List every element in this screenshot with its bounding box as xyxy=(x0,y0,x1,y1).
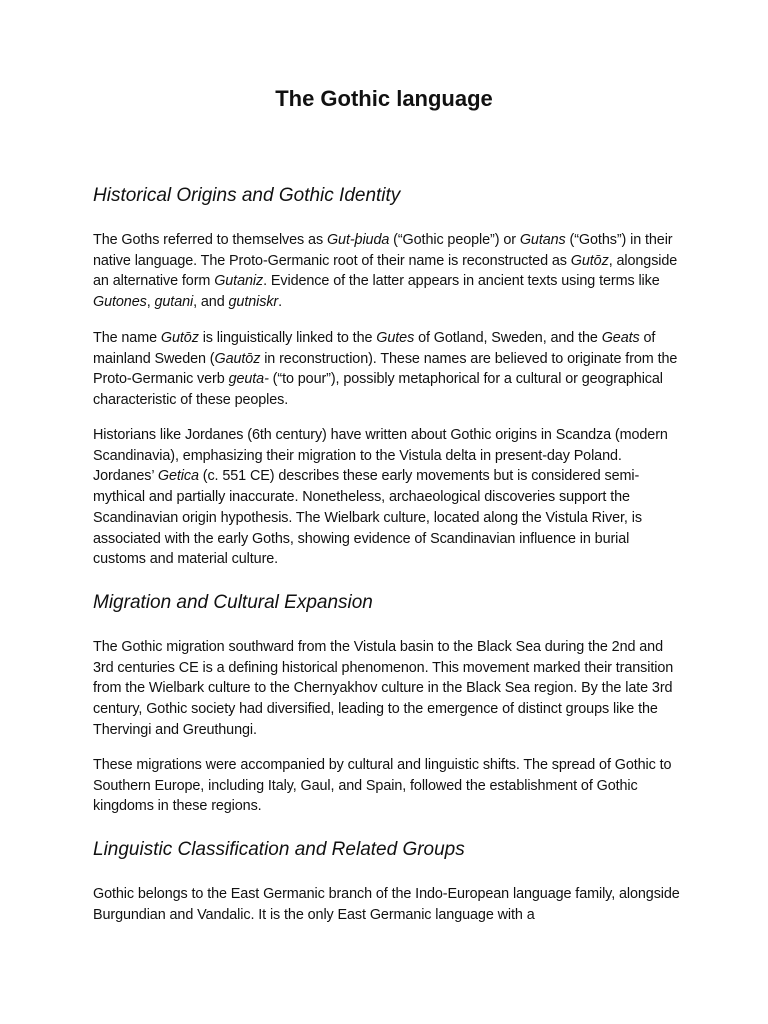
paragraph: The Goths referred to themselves as Gut-þiuda (“Gothic people”) or Gutans (“Goths”) in their native language. The Proto-Germanic root of their name is reconstructed as Gutōz, alongside an alternative form Gutaniz. Evidence of the latter appears in ancient texts using terms like Gutones, gutani, and gutniskr. xyxy=(93,232,678,311)
paragraph: The name Gutōz is linguistically linked to the Gutes of Gotland, Sweden, and the Geats of mainland Sweden (Gautōz in reconstruction). These names are believed to originate from the Proto-Germanic verb geuta- (“to pour”), possibly metaphorical for a cultural or geographical characteristic of these peoples. xyxy=(93,330,678,409)
paragraph: These migrations were accompanied by cultural and linguistic shifts. The spread of Gothic to Southern Europe, including Italy, Gaul, and Spain, followed the establishment of Gothic kingdoms in these regions. xyxy=(93,757,672,815)
section-heading-migration: Migration and Cultural Expansion xyxy=(93,592,373,613)
section-heading-origins: Historical Origins and Gothic Identity xyxy=(93,185,401,206)
paragraph: Historians like Jordanes (6th century) have written about Gothic origins in Scandza (modern Scandinavia), emphasizing their migration to the Vistula delta in present-day Poland. Jordanes’ Getica (c. 551 CE) describes these early movements but is considered semi-mythical and partially inaccurate. Nonetheless, archaeological discoveries support the Scandinavian origin hypothesis. The Wielbark culture, located along the Vistula River, is associated with the early Goths, showing evidence of Scandinavian influence in burial customs and material culture. xyxy=(93,427,668,568)
page-title: The Gothic language xyxy=(275,86,493,111)
paragraph: Gothic belongs to the East Germanic branch of the Indo-European language family, alongside Burgundian and Vandalic. It is the only East Germanic language with a xyxy=(93,886,680,923)
section-heading-classification: Linguistic Classification and Related Groups xyxy=(93,839,465,860)
paragraph: The Gothic migration southward from the Vistula basin to the Black Sea during the 2nd and 3rd centuries CE is a defining historical phenomenon. This movement marked their transition from the Wielbark culture to the Chernyakhov culture in the Black Sea region. By the late 3rd century, Gothic society had diversified, leading to the emergence of distinct groups like the Thervingi and Greuthungi. xyxy=(93,639,674,738)
